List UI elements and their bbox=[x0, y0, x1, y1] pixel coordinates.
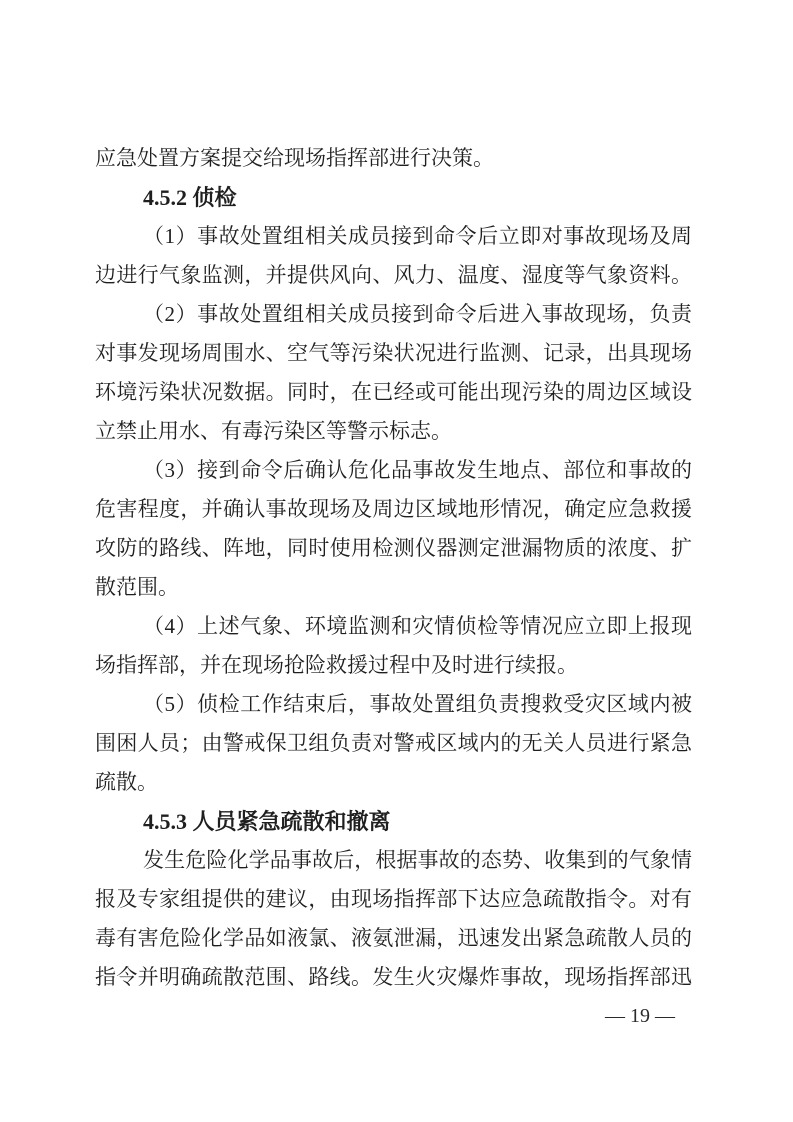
text-line: 应急处置方案提交给现场指挥部进行决策。 bbox=[95, 146, 494, 170]
text-line: 对事发现场周围水、空气等污染状况进行监测、记录，出具现场 bbox=[95, 341, 692, 365]
text-line: （4）上述气象、环境监测和灾情侦检等情况应立即上报现 bbox=[143, 614, 692, 638]
text-line: 报及专家组提供的建议，由现场指挥部下达应急疏散指令。对有 bbox=[95, 887, 692, 911]
text-line: 指令并明确疏散范围、路线。发生火灾爆炸事故，现场指挥部迅 bbox=[95, 965, 692, 989]
text-line: 攻防的路线、阵地，同时使用检测仪器测定泄漏物质的浓度、扩 bbox=[95, 536, 692, 560]
text-line: 围困人员；由警戒保卫组负责对警戒区域内的无关人员进行紧急 bbox=[95, 731, 692, 755]
text-line: 散范围。 bbox=[95, 575, 179, 599]
text-line: 疏散。 bbox=[95, 770, 158, 794]
page-footer bbox=[560, 1001, 720, 1031]
text-line: 边进行气象监测，并提供风向、风力、温度、湿度等气象资料。 bbox=[95, 263, 692, 287]
page-number: — 19 — bbox=[605, 1005, 675, 1027]
text-line: 危害程度，并确认事故现场及周边区域地形情况，确定应急救援 bbox=[95, 497, 692, 521]
text-line: 环境污染状况数据。同时，在已经或可能出现污染的周边区域设 bbox=[95, 380, 692, 404]
text-line: 立禁止用水、有毒污染区等警示标志。 bbox=[95, 419, 452, 443]
text-line: 毒有害危险化学品如液氯、液氨泄漏，迅速发出紧急疏散人员的 bbox=[95, 926, 692, 950]
text-line: （1）事故处置组相关成员接到命令后立即对事故现场及周 bbox=[143, 224, 692, 248]
text-line: （3）接到命令后确认危化品事故发生地点、部位和事故的 bbox=[143, 458, 692, 482]
text-line: 发生危险化学品事故后，根据事故的态势、收集到的气象情 bbox=[143, 848, 692, 872]
section-heading: 4.5.2 侦检 bbox=[143, 185, 237, 210]
text-line: 场指挥部，并在现场抢险救援过程中及时进行续报。 bbox=[95, 653, 578, 677]
section-heading: 4.5.3 人员紧急疏散和撤离 bbox=[143, 809, 391, 834]
document-body bbox=[95, 139, 692, 997]
text-line: （2）事故处置组相关成员接到命令后进入事故现场，负责 bbox=[143, 302, 692, 326]
text-line: （5）侦检工作结束后，事故处置组负责搜救受灾区域内被 bbox=[143, 692, 692, 716]
